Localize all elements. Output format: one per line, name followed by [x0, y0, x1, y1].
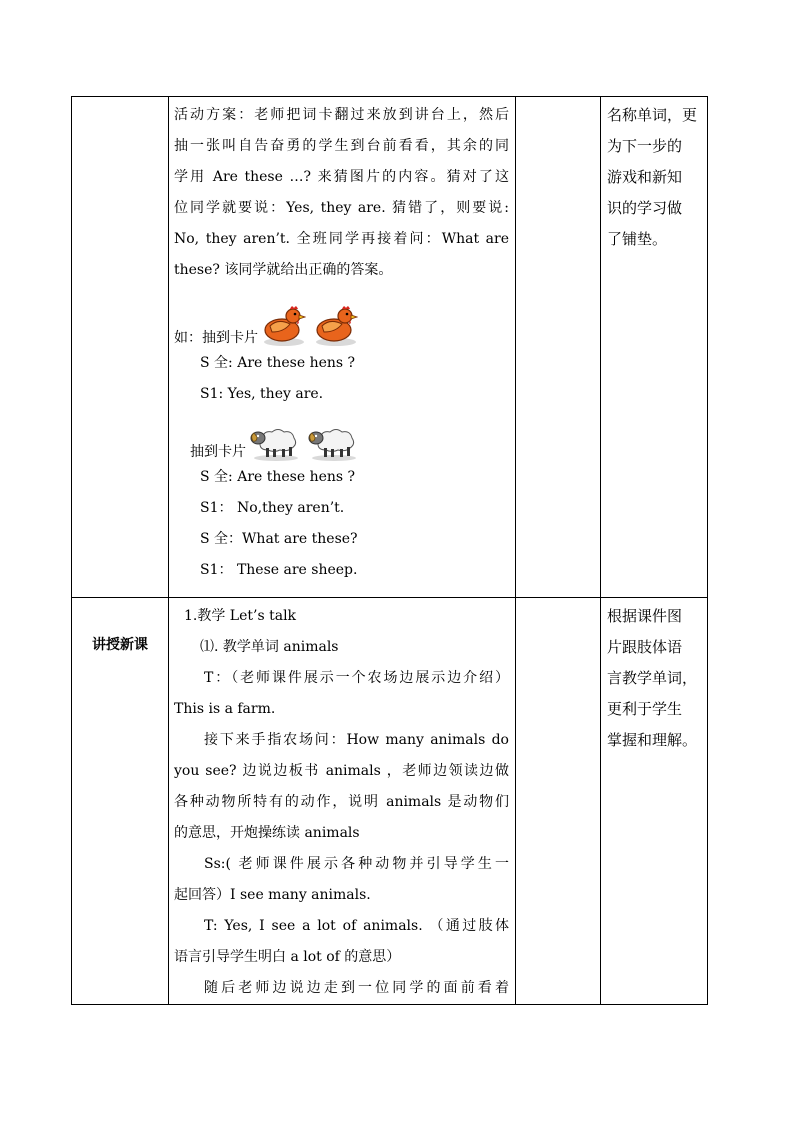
section-label-cell	[72, 598, 169, 1005]
talk-line: 接下来手指农场问：How many animals do	[204, 732, 509, 748]
dialog-line: S 全：What are these?	[200, 531, 358, 547]
sheep-pictures	[248, 422, 358, 462]
talk-cell	[169, 598, 516, 1005]
empty-cell	[516, 97, 601, 598]
table-row	[72, 598, 708, 1005]
note-cell	[601, 598, 708, 1005]
note-line: 名称单词，更	[607, 106, 698, 124]
example-card-sheep	[174, 420, 509, 462]
talk-line: 随后老师边说边走到一位同学的面前看着	[204, 980, 509, 996]
sheep-icon	[248, 422, 300, 462]
talk-line: This is a farm.	[174, 701, 276, 717]
talk-line: T: Yes, I see a lot of animals. （通过肢体	[204, 918, 509, 934]
note-line: 根据课件图	[607, 607, 683, 625]
dialog-line: S 全: Are these hens ?	[200, 469, 356, 485]
talk-line: 各种动物所特有的动作，说明 animals 是动物们	[174, 794, 509, 810]
card-prefix: 抽到卡片	[190, 444, 246, 460]
note-line: 识的学习做	[607, 199, 683, 217]
dialog-line: S1： These are sheep.	[200, 562, 358, 578]
empty-cell	[516, 598, 601, 1005]
activity-line: 活动方案：老师把词卡翻过来放到讲台上，然后	[174, 107, 509, 123]
note-line: 言教学单词，	[607, 669, 698, 687]
talk-line: ⑴. 教学单词 animals	[200, 639, 339, 655]
hen-pictures	[260, 302, 358, 348]
section-label: 讲授新课	[92, 637, 148, 653]
activity-line: 抽一张叫自告奋勇的学生到台前看看，其余的同	[174, 138, 509, 154]
note-line: 了铺垫。	[607, 230, 668, 248]
activity-line: these? 该同学就给出正确的答案。	[174, 262, 393, 278]
note-line: 为下一步的	[607, 137, 683, 155]
dialog-line: S1: Yes, they are.	[200, 386, 324, 402]
sheep-icon	[306, 422, 358, 462]
talk-line: 起回答）I see many animals.	[174, 887, 371, 903]
note-line: 更利于学生	[607, 700, 683, 718]
activity-line: No, they aren’t. 全班同学再接着问：What are	[174, 231, 509, 247]
talk-line: 的意思，开炮操练读 animals	[174, 825, 360, 841]
dialog-line: S 全: Are these hens ?	[200, 355, 356, 371]
hen-icon	[312, 302, 358, 348]
note-line: 掌握和理解。	[607, 731, 698, 749]
activity-line: 位同学就要说：Yes, they are. 猜错了，则要说:	[174, 200, 509, 216]
talk-line: Ss:( 老师课件展示各种动物并引导学生一	[204, 856, 509, 872]
lesson-plan-table	[71, 96, 708, 1005]
talk-line: you see? 边说边板书 animals ，老师边领读边做	[174, 763, 509, 779]
dialog-line: S1： No,they aren’t.	[200, 500, 345, 516]
table-row	[72, 97, 708, 598]
example-prefix: 如：抽到卡片	[174, 330, 258, 346]
activity-cell	[169, 97, 516, 598]
talk-line: 1.教学 Let’s talk	[184, 608, 297, 624]
activity-line: 学用 Are these …? 来猜图片的内容。猜对了这	[174, 169, 509, 185]
label-cell-empty	[72, 97, 169, 598]
note-line: 片跟肢体语	[607, 638, 683, 656]
hen-icon	[260, 302, 306, 348]
talk-line: T：（老师课件展示一个农场边展示边介绍）	[204, 670, 509, 686]
note-line: 游戏和新知	[607, 168, 683, 186]
example-card-hens	[174, 300, 509, 348]
note-cell	[601, 97, 708, 598]
talk-line: 语言引导学生明白 a lot of 的意思）	[174, 949, 401, 965]
